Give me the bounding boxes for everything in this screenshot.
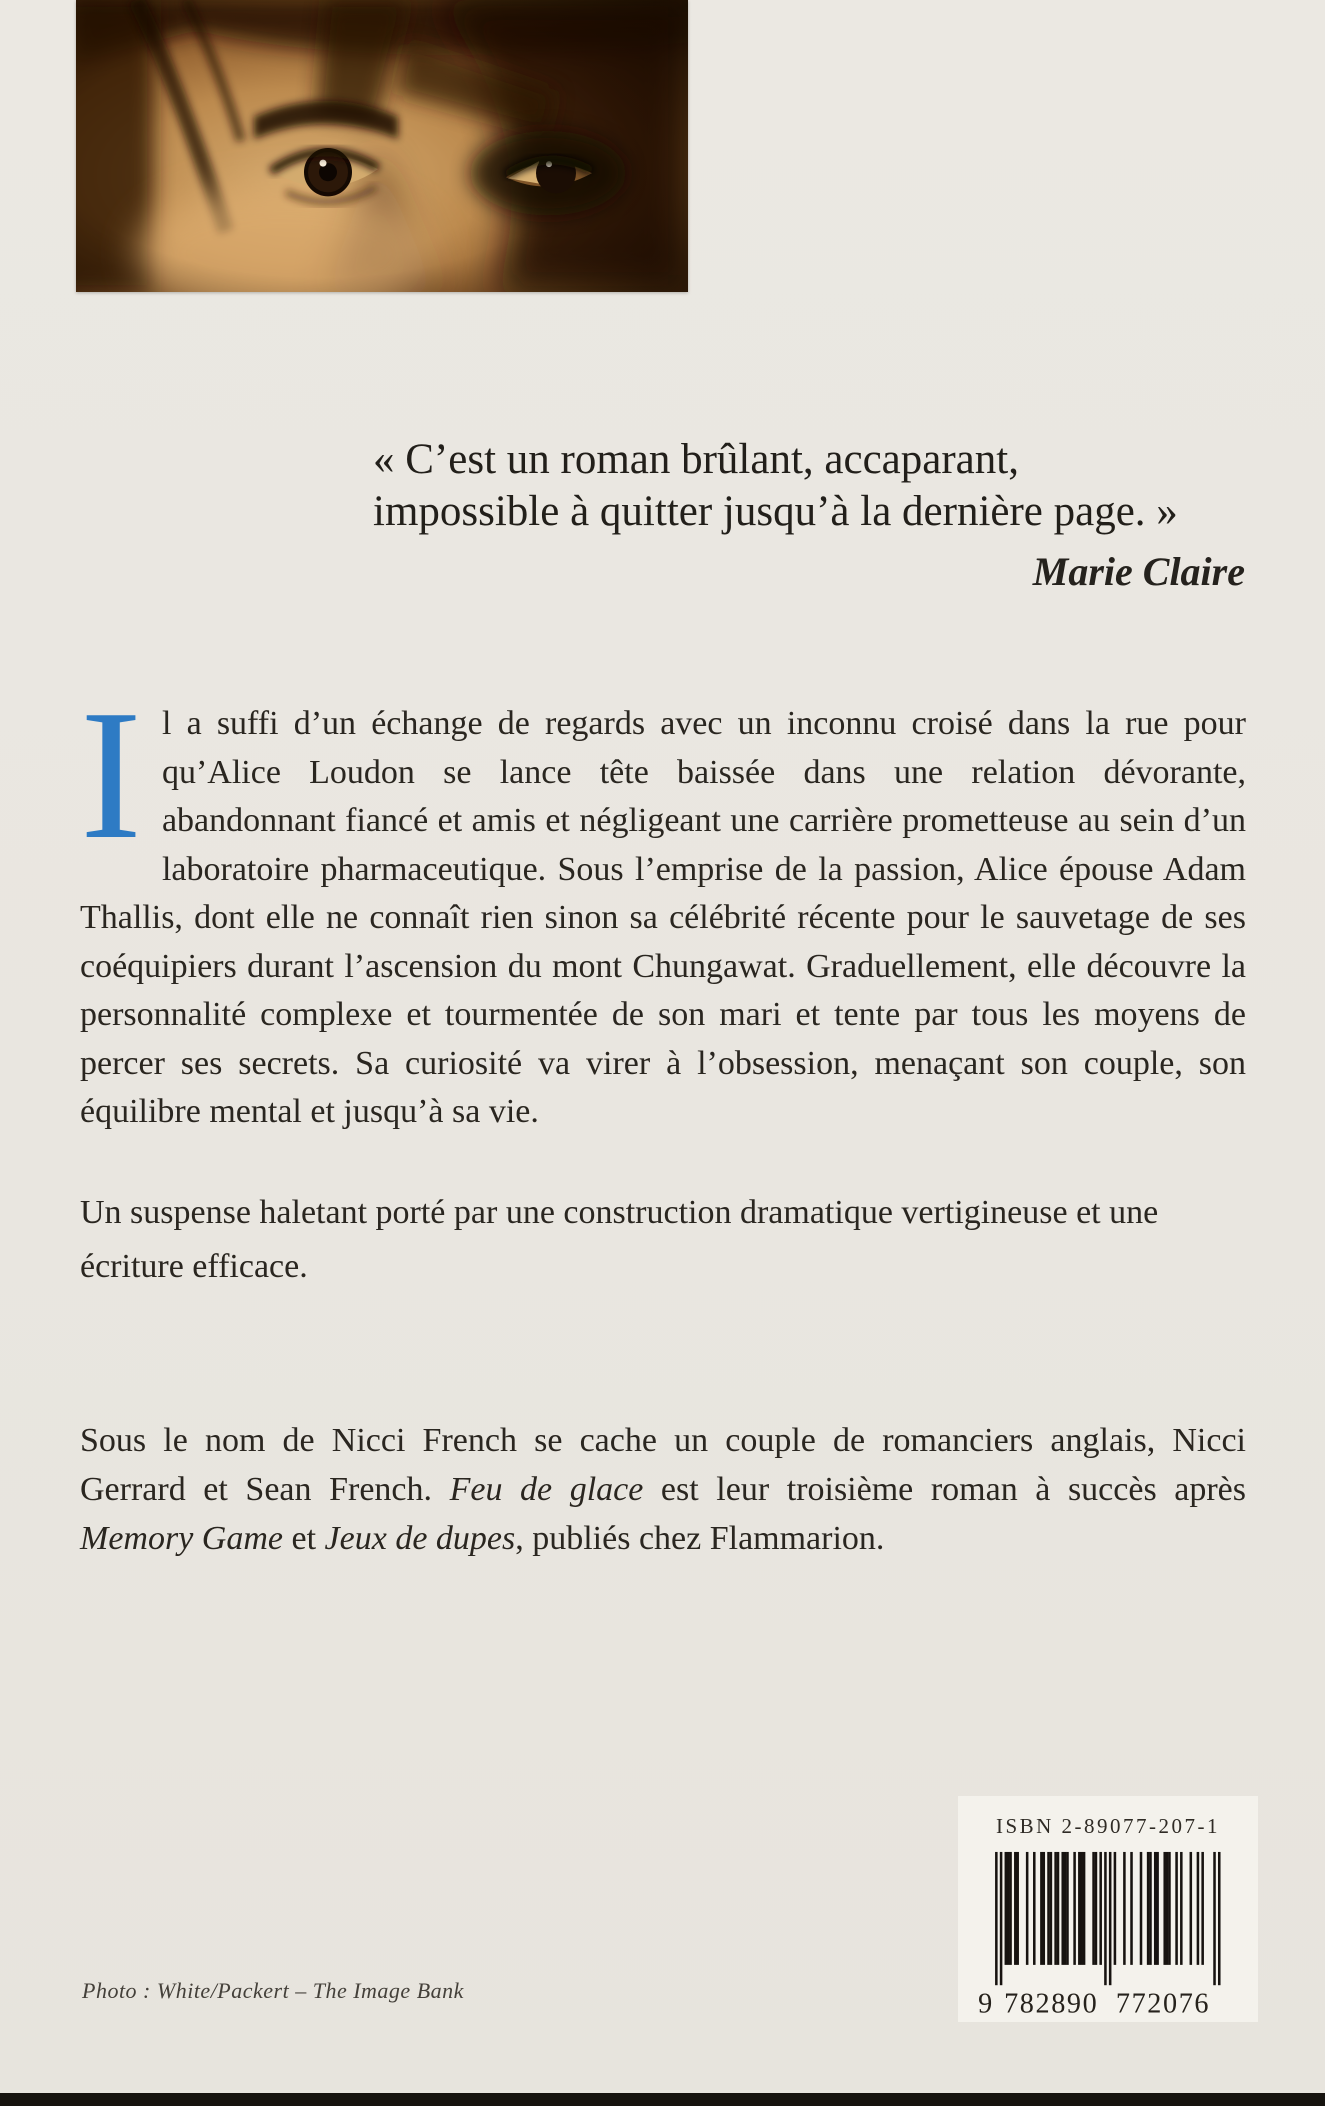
synopsis-paragraph [80, 672, 1246, 1137]
barcode-digit-first: 9 [978, 1988, 993, 2017]
author-text-segment: Sous le nom de Nicci French se cache un couple de romanciers anglais, Nicci Gerrard et Sean French. [80, 1422, 1246, 1508]
barcode-bars [995, 1852, 1220, 1985]
author-text-segment: Feu de glace [449, 1471, 644, 1508]
barcode-digits-right: 772076 [1115, 1988, 1209, 2017]
barcode [977, 1845, 1239, 2017]
bottom-edge-strip [0, 2093, 1325, 2106]
cover-photo [76, 0, 688, 292]
photo-credit: Photo : White/Packert – The Image Bank [82, 1978, 464, 2003]
quote-line-1: « C’est un roman brûlant, accaparant, [373, 436, 1019, 483]
barcode-panel [958, 1796, 1258, 2022]
quote-line-2: impossible à quitter jusqu’à la dernière page. » [373, 488, 1178, 535]
author-text-segment: , publiés chez Flammarion. [515, 1520, 885, 1557]
review-quote [373, 434, 1255, 598]
author-text-segment: est leur troisième roman à succès après [643, 1471, 1247, 1508]
synopsis-text: l a suffi d’un échange de regards avec un inconnu croisé dans la rue pour qu’Alice Loudon se lance tête baissée dans une relation dévorante, abandonnant fiancé et amis et négligeant une carrière prometteuse au sein d’un laboratoire pharmaceutique. Sous l’emprise de la passion, Alice épouse Adam Thallis, dont elle ne connaît rien sinon sa célébrité récente pour le sauvetage de ses coéquipiers durant l’ascension du mont Chungawat. Graduellement, elle découvre la personnalité complexe et tourmentée de son mari et tente par tous les moyens de percer ses secrets. Sa curiosité va virer à l’obsession, menaçant son couple, son équilibre mental et jusqu’à sa vie. [80, 705, 1246, 1130]
quote-attribution: Marie Claire [1032, 549, 1245, 594]
cover-photo-art [76, 0, 688, 292]
dropcap-initial: I [80, 672, 142, 878]
tagline-paragraph: Un suspense haletant porté par une construction dramatique vertigineuse et une écriture efficace. [80, 1194, 1159, 1285]
authors-paragraph [80, 1416, 1246, 1563]
author-text-segment: Jeux de dupes [324, 1520, 516, 1557]
barcode-digits-left: 782890 [1004, 1988, 1097, 2017]
isbn-label: ISBN 2-89077-207-1 [995, 1814, 1221, 1838]
author-text-segment: Memory Game [80, 1520, 283, 1557]
author-text-segment: et [283, 1520, 325, 1557]
